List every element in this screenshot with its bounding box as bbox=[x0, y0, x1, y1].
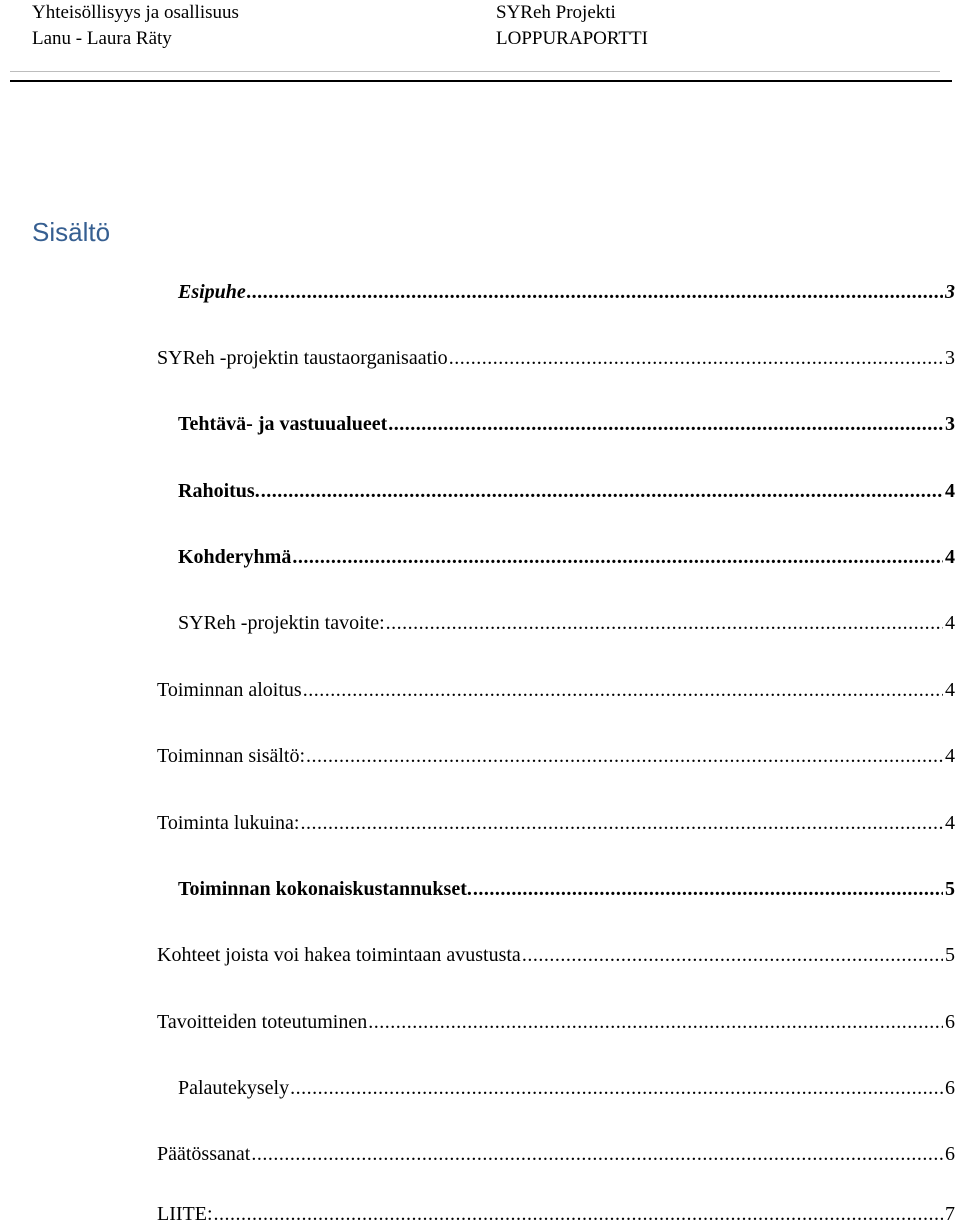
toc-leader-dots bbox=[292, 543, 943, 571]
toc-entry-page: 4 bbox=[945, 812, 955, 834]
toc-entry-paatossanat[interactable] bbox=[157, 1140, 955, 1168]
toc-leader-dots bbox=[306, 742, 943, 770]
toc-entry-label: Kohteet joista voi hakea toimintaan avustusta bbox=[157, 944, 521, 966]
toc-entry-label: Rahoitus. bbox=[178, 480, 260, 502]
toc-entry-page: 4 bbox=[945, 679, 955, 701]
header-left bbox=[32, 0, 239, 52]
toc-leader-dots bbox=[449, 344, 943, 372]
header-report-type: LOPPURAPORTTI bbox=[496, 28, 648, 49]
toc-entry-page: 6 bbox=[945, 1077, 955, 1099]
toc-leader-dots bbox=[251, 1140, 943, 1168]
toc-leader-dots bbox=[473, 875, 943, 903]
toc-entry-liite[interactable] bbox=[157, 1200, 955, 1228]
toc-entry-page: 5 bbox=[945, 944, 955, 966]
toc-entry-label: Toiminta lukuina: bbox=[157, 812, 300, 834]
toc-entry-page: 3 bbox=[945, 347, 955, 369]
toc-leader-dots bbox=[290, 1074, 943, 1102]
toc-entry-page: 5 bbox=[945, 878, 955, 900]
header-divider-thick bbox=[10, 80, 952, 82]
toc-entry-label: Tehtävä- ja vastuualueet bbox=[178, 413, 388, 435]
toc-entry-vastuualueet[interactable] bbox=[178, 410, 955, 438]
toc-entry-label: Palautekysely bbox=[178, 1077, 290, 1099]
toc-entry-toteutuminen[interactable] bbox=[157, 1008, 955, 1036]
toc-entry-page: 7 bbox=[945, 1203, 955, 1225]
toc-entry-page: 6 bbox=[945, 1143, 955, 1165]
toc-entry-label: Kohderyhmä bbox=[178, 546, 292, 568]
toc-entry-kohderyhma[interactable] bbox=[178, 543, 955, 571]
toc-entry-page: 4 bbox=[945, 480, 955, 502]
header-right bbox=[496, 0, 648, 52]
toc-leader-dots bbox=[261, 477, 943, 505]
toc-entry-rahoitus[interactable] bbox=[178, 477, 955, 505]
toc-leader-dots bbox=[303, 676, 943, 704]
toc-entry-avustusta[interactable] bbox=[157, 941, 955, 969]
toc-entry-label: SYReh -projektin tavoite: bbox=[178, 612, 385, 634]
toc-entry-label: Tavoitteiden toteutuminen bbox=[157, 1011, 368, 1033]
toc-entry-lukuina[interactable] bbox=[157, 809, 955, 837]
toc-leader-dots bbox=[522, 941, 943, 969]
toc-entry-esipuhe[interactable] bbox=[178, 278, 955, 306]
toc-entry-label: Päätössanat bbox=[157, 1143, 251, 1165]
toc-entry-page: 3 bbox=[945, 413, 955, 435]
toc-leader-dots bbox=[386, 609, 943, 637]
toc-leader-dots bbox=[300, 809, 943, 837]
toc-entry-label: Esipuhe bbox=[178, 281, 246, 303]
header-project: SYReh Projekti bbox=[496, 2, 616, 23]
toc-leader-dots bbox=[247, 278, 943, 306]
toc-entry-aloitus[interactable] bbox=[157, 676, 955, 704]
toc-entry-taustaorganisaatio[interactable] bbox=[157, 344, 955, 372]
toc-entry-page: 6 bbox=[945, 1011, 955, 1033]
toc-entry-page: 4 bbox=[945, 612, 955, 634]
toc-entry-palautekysely[interactable] bbox=[178, 1074, 955, 1102]
toc-leader-dots bbox=[368, 1008, 943, 1036]
header-author: Lanu - Laura Räty bbox=[32, 28, 172, 49]
toc-entry-kokonaiskustannukset[interactable] bbox=[178, 875, 955, 903]
toc-entry-sisalto[interactable] bbox=[157, 742, 955, 770]
toc-entry-label: Toiminnan aloitus bbox=[157, 679, 302, 701]
toc-leader-dots bbox=[388, 410, 943, 438]
header-organization: Yhteisöllisyys ja osallisuus bbox=[32, 2, 239, 23]
toc-entry-label: SYReh -projektin taustaorganisaatio bbox=[157, 347, 448, 369]
toc-leader-dots bbox=[214, 1200, 943, 1228]
toc-entry-tavoite[interactable] bbox=[178, 609, 955, 637]
header-divider-thin bbox=[10, 71, 940, 72]
toc-entry-page: 4 bbox=[945, 546, 955, 568]
toc-entry-label: Toiminnan sisältö: bbox=[157, 745, 306, 767]
toc-entry-label: LIITE: bbox=[157, 1203, 213, 1225]
toc-entry-page: 3 bbox=[945, 281, 955, 303]
toc-entry-page: 4 bbox=[945, 745, 955, 767]
toc-title: Sisältö bbox=[32, 217, 111, 247]
toc-entry-label: Toiminnan kokonaiskustannukset. bbox=[178, 878, 472, 900]
